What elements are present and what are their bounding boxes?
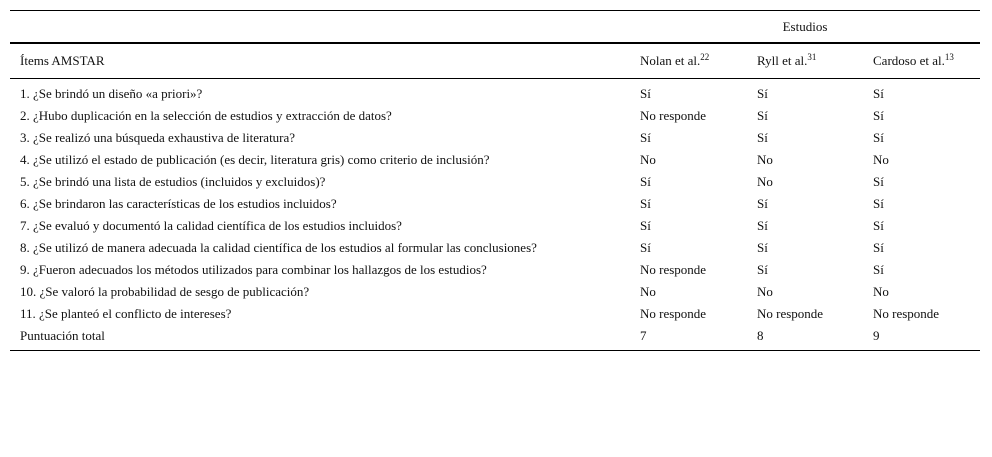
table-row bbox=[10, 191, 980, 213]
column-header-row bbox=[10, 43, 980, 79]
rating-cell: No responde bbox=[873, 306, 940, 321]
table-row bbox=[10, 169, 980, 191]
rating-cell: No bbox=[873, 284, 889, 299]
rating-cell: Sí bbox=[757, 108, 768, 123]
rating-cell: No responde bbox=[640, 306, 707, 321]
rating-cell: Sí bbox=[873, 262, 884, 277]
rating-cell: No bbox=[757, 284, 773, 299]
amstar-item-cell: 6. ¿Se brindaron las características de los estudios incluidos? bbox=[20, 196, 337, 211]
table-row bbox=[10, 301, 980, 323]
reference-superscript: 13 bbox=[944, 52, 954, 62]
rating-cell: No bbox=[757, 152, 773, 167]
amstar-item-cell: 3. ¿Se realizó una búsqueda exhaustiva de literatura? bbox=[20, 130, 296, 145]
table-row bbox=[10, 279, 980, 301]
column-header-cardoso bbox=[863, 43, 980, 79]
rating-cell: Sí bbox=[640, 174, 651, 189]
amstar-table bbox=[10, 10, 980, 351]
total-score-label: Puntuación total bbox=[10, 323, 630, 351]
group-header-estudios: Estudios bbox=[630, 11, 980, 44]
table-row bbox=[10, 213, 980, 235]
rating-cell: No responde bbox=[757, 306, 824, 321]
rating-cell: No bbox=[640, 152, 656, 167]
column-header-ryll bbox=[747, 43, 863, 79]
column-header-label: Nolan et al. bbox=[640, 53, 701, 68]
rating-cell: No bbox=[873, 152, 889, 167]
rating-cell: No responde bbox=[640, 108, 707, 123]
amstar-item-cell: 11. ¿Se planteó el conflicto de intereses? bbox=[20, 306, 232, 321]
rating-cell: Sí bbox=[873, 86, 884, 101]
column-header-items bbox=[10, 43, 630, 79]
rating-cell: Sí bbox=[640, 86, 651, 101]
reference-superscript: 31 bbox=[807, 52, 817, 62]
rating-cell: Sí bbox=[873, 196, 884, 211]
rating-cell: Sí bbox=[873, 218, 884, 233]
rating-cell: Sí bbox=[873, 108, 884, 123]
amstar-item-cell: 2. ¿Hubo duplicación en la selección de estudios y extracción de datos? bbox=[20, 108, 392, 123]
amstar-item-cell: 4. ¿Se utilizó el estado de publicación (es decir, literatura gris) como criterio de inclusión? bbox=[20, 152, 490, 167]
total-score-value: 9 bbox=[863, 323, 980, 351]
reference-superscript: 22 bbox=[700, 52, 710, 62]
rating-cell: Sí bbox=[873, 130, 884, 145]
table-row bbox=[10, 79, 980, 104]
table-row bbox=[10, 125, 980, 147]
amstar-table-container bbox=[10, 10, 980, 351]
rating-cell: Sí bbox=[757, 218, 768, 233]
rating-cell: Sí bbox=[757, 196, 768, 211]
total-score-value: 7 bbox=[630, 323, 747, 351]
rating-cell: Sí bbox=[640, 196, 651, 211]
rating-cell: Sí bbox=[873, 240, 884, 255]
rating-cell: Sí bbox=[757, 86, 768, 101]
column-header-label: Cardoso et al. bbox=[873, 53, 945, 68]
amstar-item-cell: 1. ¿Se brindó un diseño «a priori»? bbox=[20, 86, 203, 101]
rating-cell: Sí bbox=[640, 218, 651, 233]
group-header-spacer bbox=[10, 11, 630, 44]
rating-cell: Sí bbox=[640, 130, 651, 145]
table-row bbox=[10, 103, 980, 125]
amstar-item-cell: 5. ¿Se brindó una lista de estudios (incluidos y excluidos)? bbox=[20, 174, 326, 189]
amstar-item-cell: 10. ¿Se valoró la probabilidad de sesgo de publicación? bbox=[20, 284, 310, 299]
rating-cell: No bbox=[640, 284, 656, 299]
amstar-item-cell: 8. ¿Se utilizó de manera adecuada la calidad científica de los estudios al formular las conclusiones? bbox=[20, 240, 537, 255]
rating-cell: Sí bbox=[757, 262, 768, 277]
table-row bbox=[10, 257, 980, 279]
rating-cell: Sí bbox=[757, 240, 768, 255]
column-header-label: Ryll et al. bbox=[757, 53, 808, 68]
rating-cell: No bbox=[757, 174, 773, 189]
amstar-item-cell: 9. ¿Fueron adecuados los métodos utilizados para combinar los hallazgos de los estudios? bbox=[20, 262, 487, 277]
table-row bbox=[10, 235, 980, 257]
rating-cell: No responde bbox=[640, 262, 707, 277]
rating-cell: Sí bbox=[757, 130, 768, 145]
column-header-nolan bbox=[630, 43, 747, 79]
group-header-row bbox=[10, 11, 980, 44]
total-score-value: 8 bbox=[747, 323, 863, 351]
rating-cell: Sí bbox=[873, 174, 884, 189]
column-header-label: Ítems AMSTAR bbox=[20, 53, 105, 68]
table-row bbox=[10, 147, 980, 169]
amstar-item-cell: 7. ¿Se evaluó y documentó la calidad científica de los estudios incluidos? bbox=[20, 218, 402, 233]
rating-cell: Sí bbox=[640, 240, 651, 255]
total-score-row bbox=[10, 323, 980, 351]
